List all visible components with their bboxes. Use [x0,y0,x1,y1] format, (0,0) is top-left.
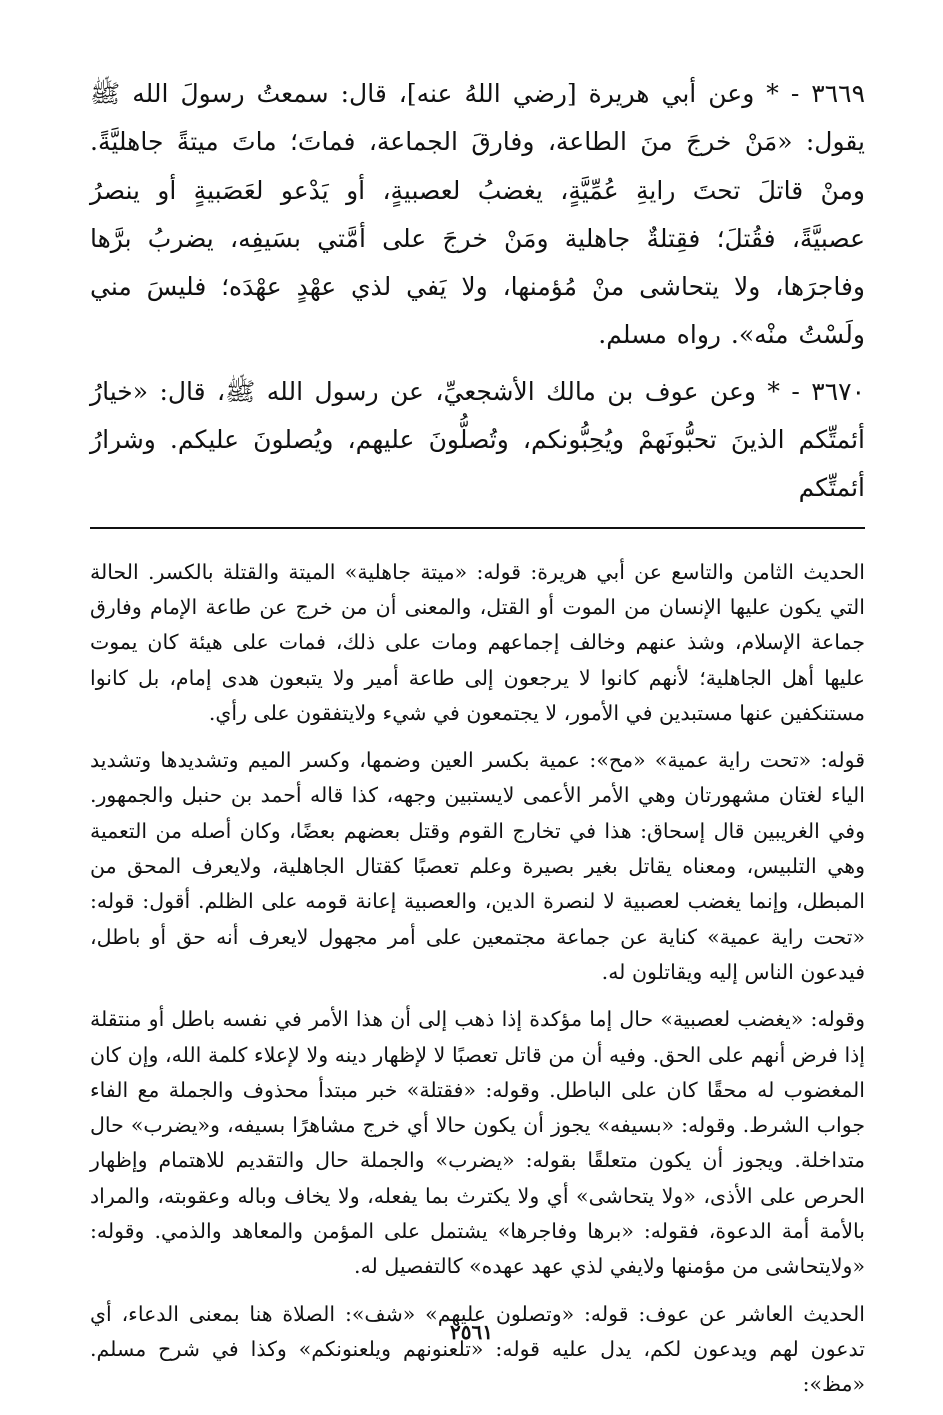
page-number: ٢٥٦١ [450,1320,493,1344]
hadith-3669: ٣٦٦٩ - * وعن أبي هريرة [رضي اللهُ عنه]، قال: سمعتُ رسولَ الله ﷺ يقول: «مَنْ خرجَ منَ الطاعة، وفارقَ الجماعة، فماتَ؛ ماتَ ميتةً جاهليَّةً. ومنْ قاتلَ تحتَ رايةِ عُمِّيَّةٍ، يغضبُ لعصبيةٍ، أو يَدْعو لعَصَبيةٍ أو ينصرُ عصبيَّةً، فقُتلَ؛ فقِتلةٌ جاهلية ومَنْ خرجَ على أمَّتي بسَيفِه، يضربُ برَّها وفاجرَها، ولا يتحاشى منْ مُؤمنها، ولا يَفي لذي عهْدٍ عهْدَه؛ فليسَ مني ولَسْتُ منْه». رواه مسلم. [90,79,865,350]
commentary-paragraph: قوله: «تحت راية عمية» «مح»: عمية بكسر العين وضمها، وكسر الميم وتشديدها وتشديد الياء لغتان مشهورتان وهي الأمر الأعمى لايستبين وجهه، كذا قاله أحمد بن حنبل والجمهور. وفي الغريبين قال إسحاق: هذا في تخارج القوم وقتل بعضهم بعضًا، وكان أصله من التعمية وهي التلبيس، ومعناه يقاتل بغير بصيرة وعلم تعصبًا كقتال الجاهلية، ولايعرف المحق من المبطل، وإنما يغضب لعصبية لا لنصرة الدين، والعصبية إعانة قومه على الظلم. أقول: قوله: «تحت راية عمية» كناية عن جماعة مجتمعين على أمر مجهول لايعرف أنه حق أو باطل، فيدعون الناس إليه ويقاتلون له. [90,748,865,984]
hadith-gap [90,360,865,368]
page-body [90,70,865,1415]
commentary-paragraph: الحديث الثامن والتاسع عن أبي هريرة: قوله: «ميتة جاهلية» الميتة والقتلة بالكسر. الحالة التي يكون عليها الإنسان من الموت أو القتل، والمعنى أن من خرج عن طاعة الإمام وفارق جماعة الإسلام، وشذ عنهم وخالف إجماعهم ومات على ذلك، فمات على هيئة كان يموت عليها أهل الجاهلية؛ لأنهم كانوا لا يرجعون إلى طاعة أمير ولا يتبعون هدى إمام، بل كانوا مستنكفين عنها مستبدين في الأمور، لا يجتمعون في شيء ولايتفقون على رأي. [90,559,865,725]
separator-rule [90,527,865,529]
commentary-paragraph: وقوله: «يغضب لعصبية» حال إما مؤكدة إذا ذهب إلى أن هذا الأمر في نفسه باطل أو منتقلة إذا فرض أنهم على الحق. وفيه أن من قاتل تعصبًا لا لإظهار دينه ولا لإعلاء كلمة الله، وإن كان المغضوب له محقًا كان على الباطل. وقوله: «فقتلة» خبر مبتدأ محذوف والجملة مع الفاء جواب الشرط. وقوله: «بسيفه» يجوز أن يكون حالا أي خرج مشاهرًا بسيفه، و«يضرب» حال متداخلة. ويجوز أن يكون متعلقًا بقوله: «يضرب» والجملة حال والتقديم للاهتمام وإظهار الحرص على الأذى، «ولا يتحاشى» أي ولا يكترث بما يفعله، ولا يخاف وباله وعقوبته، والمراد بالأمة أمة الدعوة، فقوله: «برها وفاجرها» يشتمل على المؤمن والمعاهد والذمي. وقوله: «ولايتحاشى من مؤمنها ولايفي لذي عهد عهده» كالتفصيل له. [90,1007,865,1279]
commentary-paragraph: الحديث العاشر عن عوف: قوله: «وتصلون عليهم» «شف»: الصلاة هنا بمعنى الدعاء، أي تدعون لهم ويدعون لكم، يدل عليه قوله: «تلعنونهم ويلعنونكم» وكذا في شرح مسلم. «مظ»: [90,1301,865,1397]
hadith-3670: ٣٦٧٠ - * وعن عوف بن مالك الأشجعيِّ، عن رسول الله ﷺ، قال: «خيارُ أئمتِّكم الذينَ تحبُّونَهمْ ويُحِبُّونكم، وتُصلُّونَ عليهم، ويُصلونَ عليكم. وشرارُ أئمتِّكم [90,376,865,503]
commentary-section [90,555,865,1403]
hadith-section [90,70,865,513]
